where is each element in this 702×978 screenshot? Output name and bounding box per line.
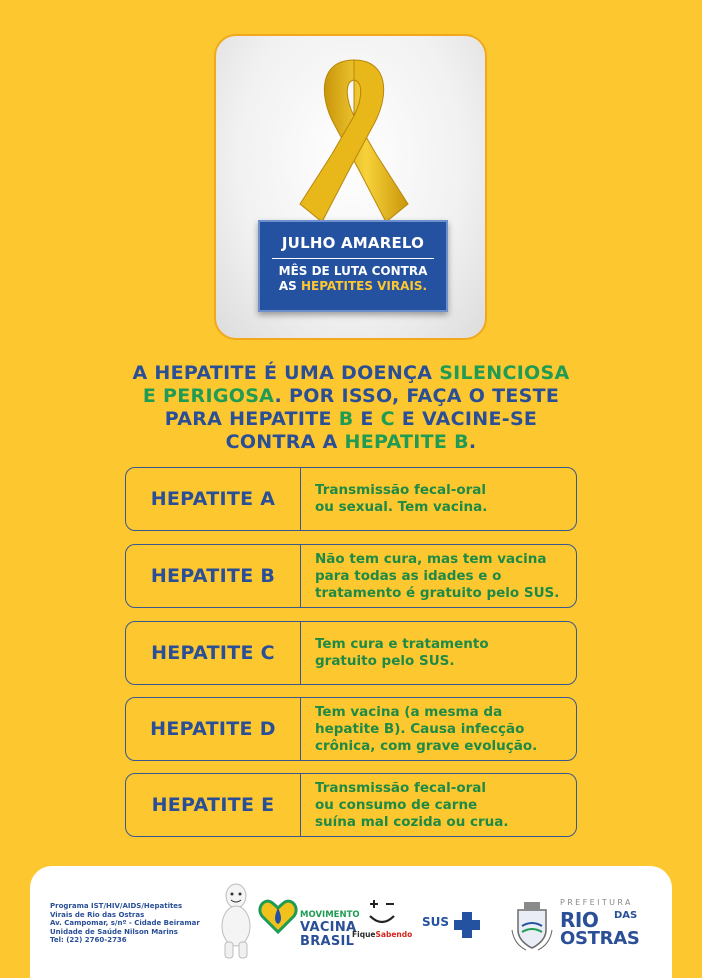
subtitle-highlight: HEPATITES VIRAIS. xyxy=(301,279,428,293)
heart-drop-icon xyxy=(258,896,298,936)
headline-text: PARA HEPATITE xyxy=(164,408,339,430)
brasil-label: BRASIL xyxy=(300,934,355,949)
municipal-crest-icon xyxy=(510,900,554,952)
headline-highlight: E PERIGOSA xyxy=(142,385,275,407)
plaque-divider xyxy=(272,258,434,259)
headline-text: E VACINE-SE xyxy=(394,408,538,430)
rio-label: RIO xyxy=(560,908,599,932)
footer xyxy=(30,866,672,978)
sus-logo xyxy=(422,906,492,936)
campaign-subtitle xyxy=(260,264,446,294)
movimento-label: MOVIMENTO xyxy=(300,910,360,920)
fique-label: Fique xyxy=(352,930,376,939)
vacina-label: VACINA xyxy=(300,920,357,935)
headline-highlight: SILENCIOSA xyxy=(439,362,570,384)
hepatitis-row-a xyxy=(125,467,577,531)
subtitle-line-1: MÊS DE LUTA CONTRA xyxy=(278,264,428,278)
campaign-plaque xyxy=(258,220,448,312)
hepatitis-row-b xyxy=(125,544,577,608)
headline-text: CONTRA A xyxy=(225,431,345,453)
headline-highlight: C xyxy=(380,408,395,430)
subtitle-line-2-prefix: AS xyxy=(278,279,301,293)
sus-label: SUS xyxy=(422,915,450,929)
headline xyxy=(60,362,642,454)
ostras-label: OSTRAS xyxy=(560,928,640,949)
headline-text: . xyxy=(468,431,477,453)
headline-text: . POR ISSO, FAÇA O TESTE xyxy=(274,385,560,407)
hepatitis-row-c xyxy=(125,621,577,685)
health-cross-icon xyxy=(452,910,482,940)
hepatitis-name: HEPATITE B xyxy=(126,545,301,607)
sabendo-label: Sabendo xyxy=(375,930,413,939)
headline-text: A HEPATITE É UMA DOENÇA xyxy=(132,362,440,384)
hepatitis-name: HEPATITE C xyxy=(126,622,301,684)
hepatitis-description: Tem vacina (a mesma da hepatite B). Causa infecção crônica, com grave evolução. xyxy=(315,703,538,754)
headline-highlight: HEPATITE B xyxy=(344,431,469,453)
hepatitis-name: HEPATITE E xyxy=(126,774,301,836)
headline-highlight: B xyxy=(338,408,354,430)
headline-text: E xyxy=(353,408,381,430)
hepatitis-description: Tem cura e tratamento gratuito pelo SUS. xyxy=(315,636,489,669)
hepatitis-description: Não tem cura, mas tem vacina para todas as idades e o tratamento é gratuito pelo SUS. xyxy=(315,550,560,601)
fique-sabendo-label xyxy=(352,930,412,939)
yellow-ribbon-icon xyxy=(290,54,418,244)
campaign-card xyxy=(214,34,487,340)
hepatitis-row-e xyxy=(125,773,577,837)
smiley-face-icon xyxy=(364,898,400,928)
fique-sabendo-logo xyxy=(352,898,412,948)
prefeitura-label: PREFEITURA xyxy=(560,898,633,907)
hepatitis-row-d xyxy=(125,697,577,761)
ze-gotinha-mascot-icon xyxy=(208,880,264,962)
prefeitura-rio-das-ostras-logo xyxy=(510,896,660,956)
hepatitis-name: HEPATITE D xyxy=(126,698,301,760)
hepatitis-name: HEPATITE A xyxy=(126,468,301,530)
campaign-title: JULHO AMARELO xyxy=(281,234,425,252)
das-label: DAS xyxy=(614,910,638,921)
hepatitis-description: Transmissão fecal-oral ou sexual. Tem vacina. xyxy=(315,482,488,515)
hepatitis-description: Transmissão fecal-oral ou consumo de carne suína mal cozida ou crua. xyxy=(315,779,509,830)
program-contact-info: Programa IST/HIV/AIDS/Hepatites Virais de Rio das Ostras Av. Campomar, s/nº - Cidade Beiramar Unidade de Saúde Nilson Marins Tel: (22) 2760-2736 xyxy=(50,902,200,945)
